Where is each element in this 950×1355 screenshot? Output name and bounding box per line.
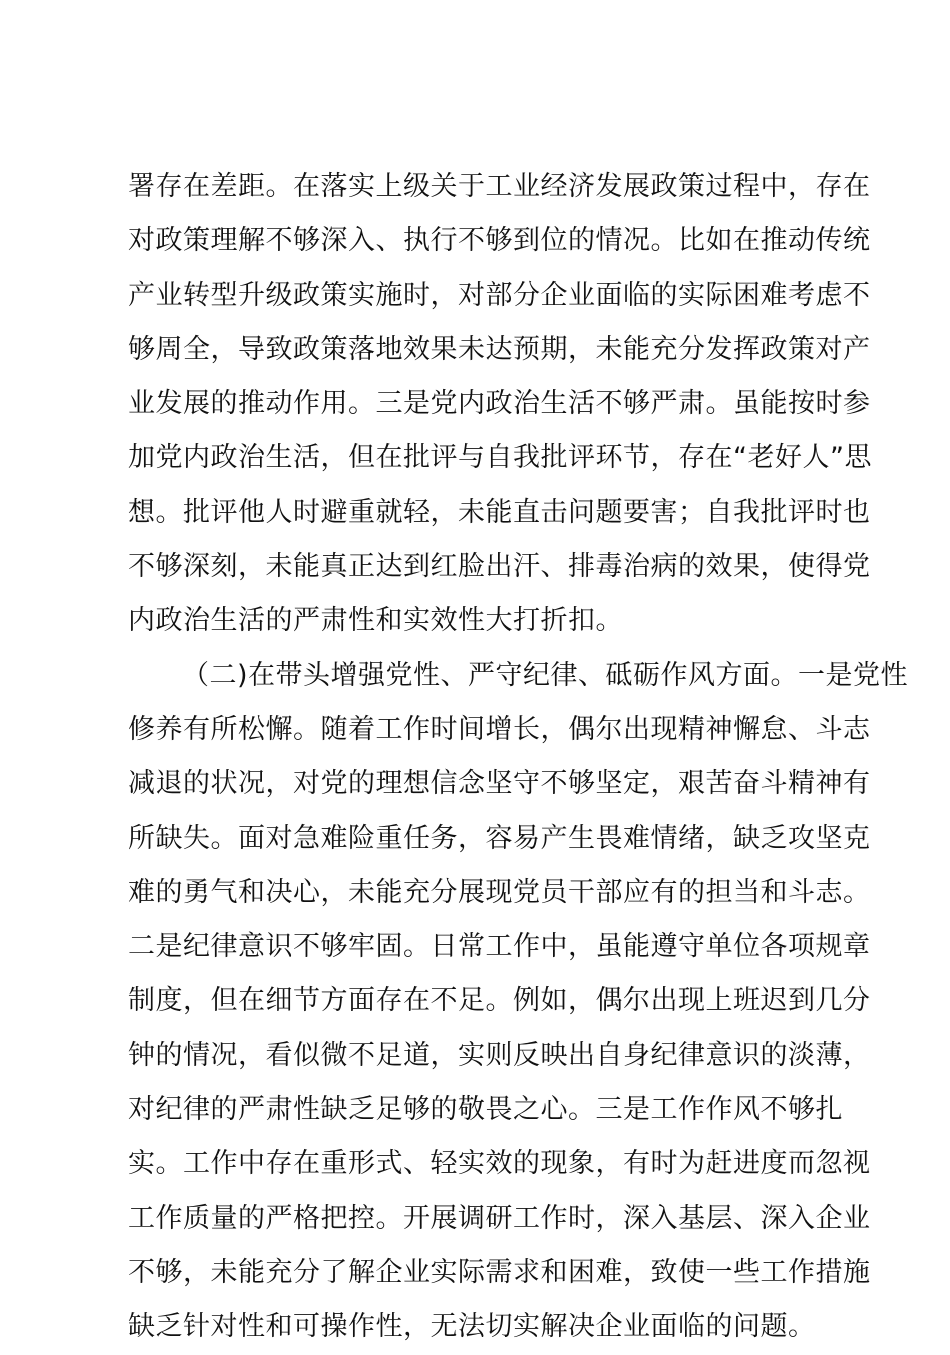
text-line: 缺乏针对性和可操作性，无法切实解决企业面临的问题。 xyxy=(128,1311,816,1343)
body-text xyxy=(128,160,909,1355)
text-line: （二)在带头增强党性、严守纪律、砥砺作风方面。一是党性 xyxy=(182,659,909,691)
text-line: 够周全，导致政策落地效果未达预期，未能充分发挥政策对产 xyxy=(128,333,871,365)
text-line: 制度，但在细节方面存在不足。例如，偶尔出现上班迟到几分 xyxy=(128,985,871,1017)
text-line: 不够，未能充分了解企业实际需求和困难，致使一些工作措施 xyxy=(128,1256,871,1288)
text-line: 修养有所松懈。随着工作时间增长，偶尔出现精神懈怠、斗志 xyxy=(128,713,871,745)
text-line: 产业转型升级政策实施时，对部分企业面临的实际困难考虑不 xyxy=(128,279,871,311)
text-line: 减退的状况，对党的理想信念坚守不够坚定，艰苦奋斗精神有 xyxy=(128,768,871,800)
text-line: 实。工作中存在重形式、轻实效的现象，有时为赶进度而忽视 xyxy=(128,1148,871,1180)
text-line: 工作质量的严格把控。开展调研工作时，深入基层、深入企业 xyxy=(128,1202,871,1234)
text-line: 所缺失。面对急难险重任务，容易产生畏难情绪，缺乏攻坚克 xyxy=(128,822,871,854)
text-line: 署存在差距。在落实上级关于工业经济发展政策过程中，存在 xyxy=(128,171,871,202)
text-line: 不够深刻，未能真正达到红脸出汗、排毒治病的效果，使得党 xyxy=(128,551,871,583)
text-line: 难的勇气和决心，未能充分展现党员干部应有的担当和斗志。 xyxy=(128,876,871,908)
text-line: 业发展的推动作用。三是党内政治生活不够严肃。虽能按时参 xyxy=(128,388,871,420)
text-line: 加党内政治生活，但在批评与自我批评环节，存在“老好人”思 xyxy=(128,442,872,474)
text-line: 对政策理解不够深入、执行不够到位的情况。比如在推动传统 xyxy=(128,225,871,257)
text-line: 对纪律的严肃性缺乏足够的敬畏之心。三是工作作风不够扎 xyxy=(128,1094,843,1126)
text-line: 二是纪律意识不够牢固。日常工作中，虽能遵守单位各项规章 xyxy=(128,931,871,963)
text-line: 想。批评他人时避重就轻，未能直击问题要害；自我批评时也 xyxy=(128,496,871,528)
text-line: 内政治生活的严肃性和实效性大打折扣。 xyxy=(128,605,623,637)
text-line: 钟的情况，看似微不足道，实则反映出自身纪律意识的淡薄， xyxy=(128,1039,871,1071)
